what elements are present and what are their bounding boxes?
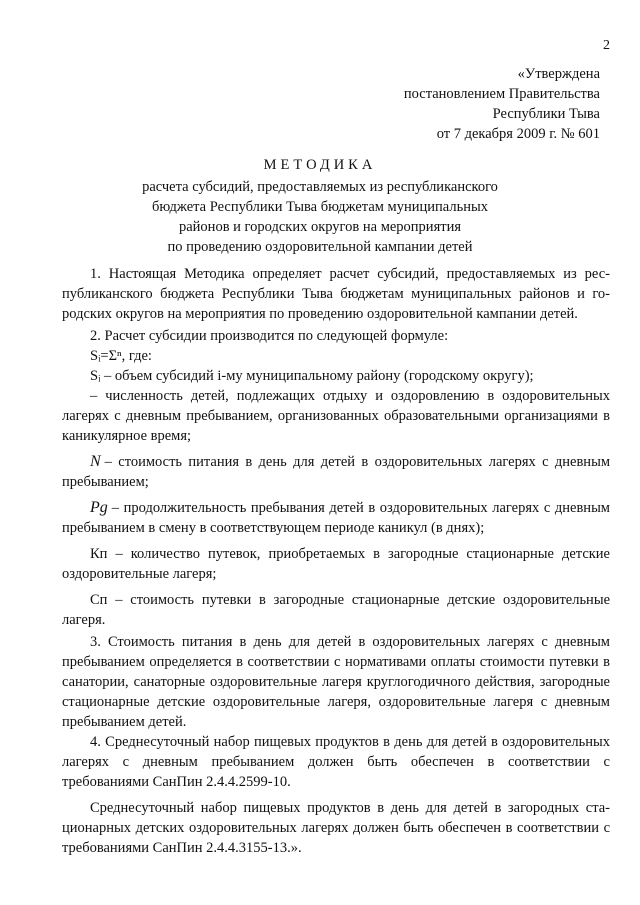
subtitle-line: по проведению оздоровительной кампании детей (167, 239, 473, 255)
paragraph-4: 4. Среднесуточный набор пищевых продуктов в день для детей в оздоровительных лагерях с дневным пребыванием должен быть обеспечен в соответствии с требованиями СанПин 2.4.4.2599-10. (62, 734, 610, 790)
symbol-p: Pg (90, 499, 108, 516)
approval-line: Республики Тыва (492, 106, 600, 122)
approval-line: «Утверждена (517, 66, 600, 82)
definition-children: – численность детей, подлежащих отдыху и оздоровлению в оздоровительных лагерях с дневным пребыванием, организованных образовательными организациями в каникулярное время; (62, 388, 610, 444)
subtitle-line: бюджета Республики Тыва бюджетам муниципальных (152, 199, 488, 215)
definition-c: Сп – стоимость путевки в загородные стационарные детские оздоровительные лагеря. (62, 592, 610, 628)
subtitle-line: районов и городских округов на мероприятия (178, 219, 462, 235)
approval-line: от 7 декабря 2009 г. № 601 (436, 126, 600, 142)
definition-p (62, 498, 610, 538)
paragraph-5: Среднесуточный набор пищевых продуктов в день для детей в загородных стационарных детских оздоровительных лагерях должен быть обеспечен в соответствии с требованиями СанПин 2.4.4.3155-13.». (62, 800, 610, 856)
page-number: 2 (603, 38, 610, 53)
subtitle-line: расчета субсидий, предоставляемых из республиканского (142, 179, 498, 195)
approval-line: постановлением Правительства (403, 86, 600, 102)
document-title: МЕТОДИКА (263, 157, 377, 173)
paragraph-2: 2. Расчет субсидии производится по следующей формуле: (90, 328, 449, 344)
definition-n (62, 452, 610, 492)
definition-n-text: – стоимость питания в день для детей в оздоровительных лагерях с дневным пребыванием; (62, 454, 610, 490)
definition-k: Кп – количество путевок, приобретаемых в загородные стационарные детские оздоровительные лагеря; (62, 546, 610, 582)
paragraph-1: 1. Настоящая Методика определяет расчет субсидий, предоставляемых из республиканского бюджета Республики Тыва бюджетам муниципальных районов и городских округов на мероприятия по проведению оздоровительной кампании детей. (62, 266, 610, 322)
document-body (62, 264, 610, 858)
document-subtitle (60, 177, 580, 257)
definition-s: Sᵢ – объем субсидий i-му муниципальному району (городскому округу); (90, 368, 534, 384)
definition-p-text: – продолжительность пребывания детей в оздоровительных лагерях с дневным пребыванием в смену в соответствующем периоде каникул (в днях); (62, 500, 610, 536)
paragraph-3: 3. Стоимость питания в день для детей в оздоровительных лагерях с дневным пребыванием определяется в соответствии с нормативами оплаты стоимости путевки в санатории, санаторные оздоровительные лагеря круглогодичного действия, загородные стационарные детские оздоровительные лагеря, оздоровительные лагеря с дневным пребыванием детей. (62, 634, 610, 730)
approval-block (400, 64, 600, 144)
formula: Sᵢ=Σⁿ, где: (90, 348, 152, 364)
symbol-n: N (90, 453, 101, 470)
